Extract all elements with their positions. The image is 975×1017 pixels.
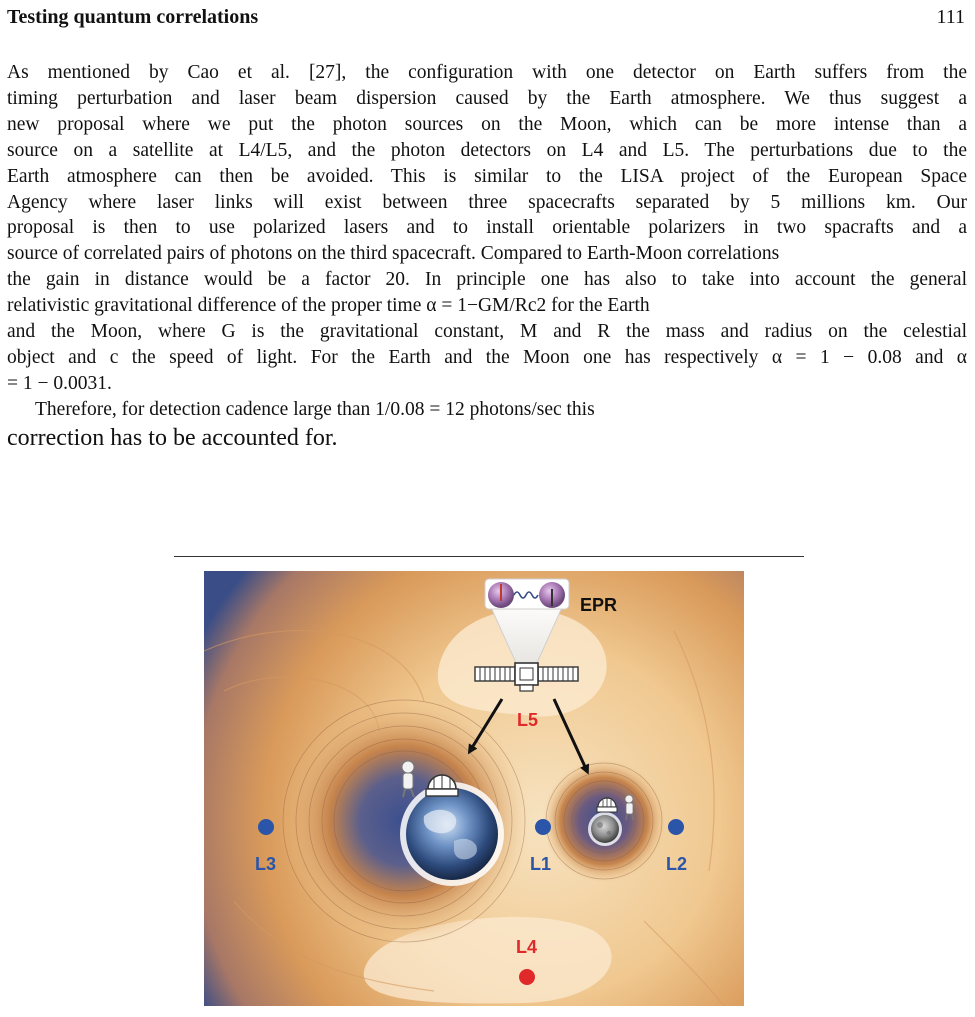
text-line: Earth atmosphere can then be avoided. This is similar to the LISA project of the European Space: [7, 165, 967, 187]
epr-label: EPR: [580, 595, 618, 615]
text-line: relativistic gravitational difference of the proper time α = 1−GM/Rc2 for the Earth: [7, 295, 650, 317]
figure-rule: [174, 556, 804, 557]
l4-label: L4: [516, 937, 538, 957]
text-line: timing perturbation and laser beam dispersion caused by the Earth atmosphere. We thus suggest a: [7, 87, 967, 109]
text-line: Therefore, for detection cadence large than 1/0.08 = 12 photons/sec this: [35, 398, 595, 420]
lagrange-point-l3: [258, 819, 274, 835]
l5-label: L5: [517, 710, 539, 730]
page-number: 111: [936, 6, 965, 28]
lagrange-point-l4: [519, 969, 535, 985]
earth-icon: [400, 782, 504, 886]
text-line: and the Moon, where G is the gravitational constant, M and R the mass and radius on the celestial: [7, 321, 967, 343]
lagrange-point-l2: [668, 819, 684, 835]
text-line: new proposal where we put the photon sources on the Moon, which can be more intense than a: [7, 113, 967, 135]
moon-icon: [588, 812, 622, 846]
text-line: source on a satellite at L4/L5, and the photon detectors on L4 and L5. The perturbations due to the: [7, 139, 967, 161]
running-head: [7, 4, 965, 30]
text-line: correction has to be accounted for.: [7, 424, 338, 451]
l2-label: L2: [666, 854, 688, 874]
text-line: As mentioned by Cao et al. [27], the configuration with one detector on Earth suffers from the: [7, 62, 967, 83]
l3-label: L3: [255, 854, 277, 874]
text-line: the gain in distance would be a factor 20. In principle one has also to take into account the general: [7, 269, 967, 291]
text-line: object and c the speed of light. For the Earth and the Moon one has respectively α = 1 − 0.08 and α: [7, 346, 967, 368]
text-line: = 1 − 0.0031.: [7, 372, 112, 394]
text-line: source of correlated pairs of photons on the third spacecraft. Compared to Earth-Moon correlations: [7, 243, 780, 265]
text-line: Agency where laser links will exist between three spacecrafts separated by 5 millions km. Our: [7, 191, 967, 213]
running-title: Testing quantum correlations: [7, 6, 259, 28]
lagrange-points-figure: [204, 571, 744, 1006]
text-line: proposal is then to use polarized lasers and to install orientable polarizers in two spacrafts and a: [7, 217, 967, 239]
body-text: [7, 60, 967, 453]
l1-label: L1: [530, 854, 552, 874]
lagrange-point-l1: [535, 819, 551, 835]
lagrange-points-diagram: [204, 571, 744, 1006]
